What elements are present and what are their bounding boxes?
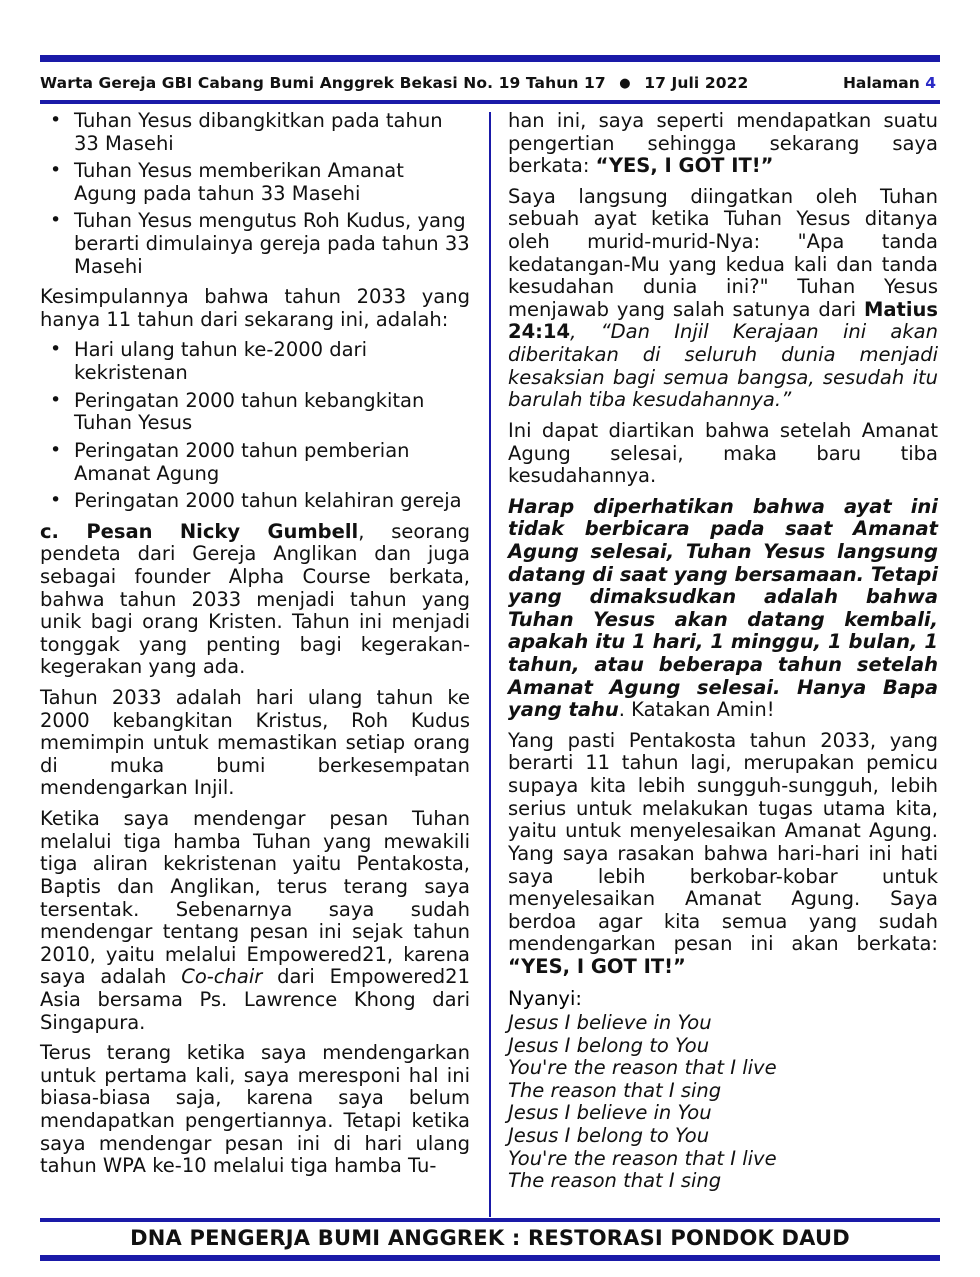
column-divider: [489, 112, 491, 1217]
saya-langsung-text: Saya langsung diingatkan oleh Tuhan sebuah ayat ketika Tuhan Yesus ditanya oleh murid-murid-Nya: "Apa tanda kedatangan-Mu yang kedua kali dan tanda kesudahan dunia ini?" Tuhan Yesus menjawab yang salah satunya dari: [508, 184, 938, 321]
list-item: • Tuhan Yesus memberikan Amanat Agung pada tahun 33 Masehi: [74, 160, 470, 205]
list-item: • Tuhan Yesus mengutus Roh Kudus, yang berarti dimulainya gereja pada tahun 33 Masehi: [74, 210, 470, 278]
song-line: The reason that I sing: [508, 1078, 722, 1102]
article-body: [40, 110, 940, 1210]
harap-emphasis: Harap diperhatikan bahwa ayat ini tidak berbicara pada saat Amanat Agung selesai, Tuhan Yesus langsung datang di saat yang bersamaan. Tetapi yang dimaksudkan adalah bahwa Tuhan Yesus akan datang kembali, apakah itu 1 hari, 1 minggu, 1 bulan, 1 tahun, atau beberapa tahun setelah Amanat Agung selesai. Hanya Bapa yang tahu: [508, 494, 938, 722]
song-line: You're the reason that I live: [508, 1056, 777, 1080]
nicky-gumbell-heading: c. Pesan Nicky Gumbell: [40, 519, 359, 543]
header-bottom-rule: [40, 100, 940, 104]
nicky-gumbell-body: , seorang pendeta dari Gereja Anglikan dan juga sebagai founder Alpha Course berkata, bahwa tahun 2033 menjadi tahun yang unik bagi orang Kristen. Tahun ini menjadi tonggak yang penting bagi kegerakan-kegerakan yang ada.: [40, 519, 470, 679]
harap-rest: . Katakan Amin!: [618, 698, 775, 722]
ketika-part-a: Ketika saya mendengar pesan Tuhan melalui tiga hamba Tuhan yang mewakili tiga aliran kekristenan yaitu Pentakosta, Baptis dan Anglikan, terus terang saya tersentak. Sebenarnya saya sudah mendengar tentang pesan ini sejak tahun 2010, yaitu melalui Empowered21, karena saya adalah: [40, 807, 470, 989]
yes-i-got-it-quote-2: “YES, I GOT IT!”: [508, 954, 686, 978]
song-line: Jesus I believe in You: [508, 1010, 712, 1034]
ketika-part-b: dari Empowered21 Asia bersama Ps. Lawrence Khong dari Singapura.: [40, 965, 470, 1034]
song-line: Jesus I belong to You: [508, 1123, 710, 1147]
list-item: • Peringatan 2000 tahun kebangkitan Tuhan Yesus: [74, 390, 470, 435]
bullet-list-resurrection: [40, 110, 470, 278]
page-header: [40, 68, 940, 98]
paragraph-yang-pasti: [508, 730, 938, 979]
bullet-list-anniversaries: [40, 339, 470, 512]
co-chair-italic: Co-chair: [181, 965, 263, 989]
page-label: Halaman: [842, 74, 920, 92]
left-column: [40, 110, 470, 1186]
song-line: Jesus I belong to You: [508, 1033, 710, 1057]
header-separator-dot: ●: [619, 76, 631, 91]
header-issue-text: Warta Gereja GBI Cabang Bumi Anggrek Bekasi No. 19 Tahun 17: [40, 74, 606, 92]
footer-bottom-rule: [40, 1255, 940, 1261]
right-column: [508, 110, 938, 1193]
page-number: 4: [925, 74, 936, 92]
header-top-rule: [40, 55, 940, 62]
song-lyrics: [508, 1012, 938, 1193]
yes-i-got-it-quote-1: “YES, I GOT IT!”: [595, 154, 774, 178]
song-line: Jesus I believe in You: [508, 1101, 712, 1125]
list-item: • Peringatan 2000 tahun kelahiran gereja: [74, 490, 470, 513]
paragraph-tahun-2033: Tahun 2033 adalah hari ulang tahun ke 2000 kebangkitan Kristus, Roh Kudus memimpin untuk memastikan setiap orang di muka bumi berkesempatan mendengarkan Injil.: [40, 686, 470, 800]
header-masthead: [40, 74, 748, 92]
paragraph-saya-langsung: [508, 186, 938, 412]
list-item: • Tuhan Yesus dibangkitkan pada tahun 33 Masehi: [74, 110, 470, 155]
paragraph-ketika-saya: [40, 808, 470, 1034]
scripture-reference: Matius 24:14: [508, 297, 938, 344]
yang-pasti-text: Yang pasti Pentakosta tahun 2033, yang berarti 11 tahun lagi, merupakan pemicu supaya kita lebih sungguh-sungguh, lebih serius untuk melakukan tugas utama kita, yaitu untuk menyelesaikan Amanat Agung. Yang saya rasakan bahwa hari-hari ini hati saya lebih berkobar-kobar untuk menyelesaikan Amanat Agung. Saya berdoa agar kita semua yang sudah mendengarkan pesan ini akan berkata:: [508, 728, 938, 956]
list-item: • Hari ulang tahun ke-2000 dari kekristenan: [74, 339, 470, 384]
scripture-quote: , “Dan Injil Kerajaan ini akan diberitakan di seluruh dunia menjadi kesaksian bagi semua bangsa, sesudah itu barulah tiba kesudahannya.”: [508, 320, 938, 412]
song-line: The reason that I sing: [508, 1169, 722, 1193]
list-item: • Peringatan 2000 tahun pemberian Amanat Agung: [74, 440, 470, 485]
footer-top-rule: [40, 1218, 940, 1222]
paragraph-continuation: [508, 110, 938, 178]
paragraph-terus-terang: Terus terang ketika saya mendengarkan untuk pertama kali, saya meresponi hal ini biasa-biasa saja, karena saya belum mendapatkan pengertiannya. Tetapi ketika saya mendengar pesan ini di hari ulang tahun WPA ke-10 melalui tiga hamba Tu-: [40, 1041, 470, 1178]
continuation-text: han ini, saya seperti mendapatkan suatu pengertian sehingga sekarang saya berkata:: [508, 109, 938, 178]
paragraph-harap-diperhatikan: [508, 496, 938, 722]
header-date: 17 Juli 2022: [644, 74, 749, 92]
paragraph-ini-dapat-diartikan: Ini dapat diartikan bahwa setelah Amanat Agung selesai, maka baru tiba kesudahannya.: [508, 418, 938, 488]
paragraph-nicky-gumbell: [40, 521, 470, 679]
paragraph-kesimpulan: Kesimpulannya bahwa tahun 2033 yang hanya 11 tahun dari sekarang ini, adalah:: [40, 285, 470, 331]
footer-title: DNA PENGERJA BUMI ANGGREK : RESTORASI PONDOK DAUD: [130, 1226, 850, 1250]
header-page-indicator: [843, 74, 940, 92]
nyanyi-label: Nyanyi:: [508, 986, 582, 1010]
song-line: You're the reason that I live: [508, 1146, 777, 1170]
